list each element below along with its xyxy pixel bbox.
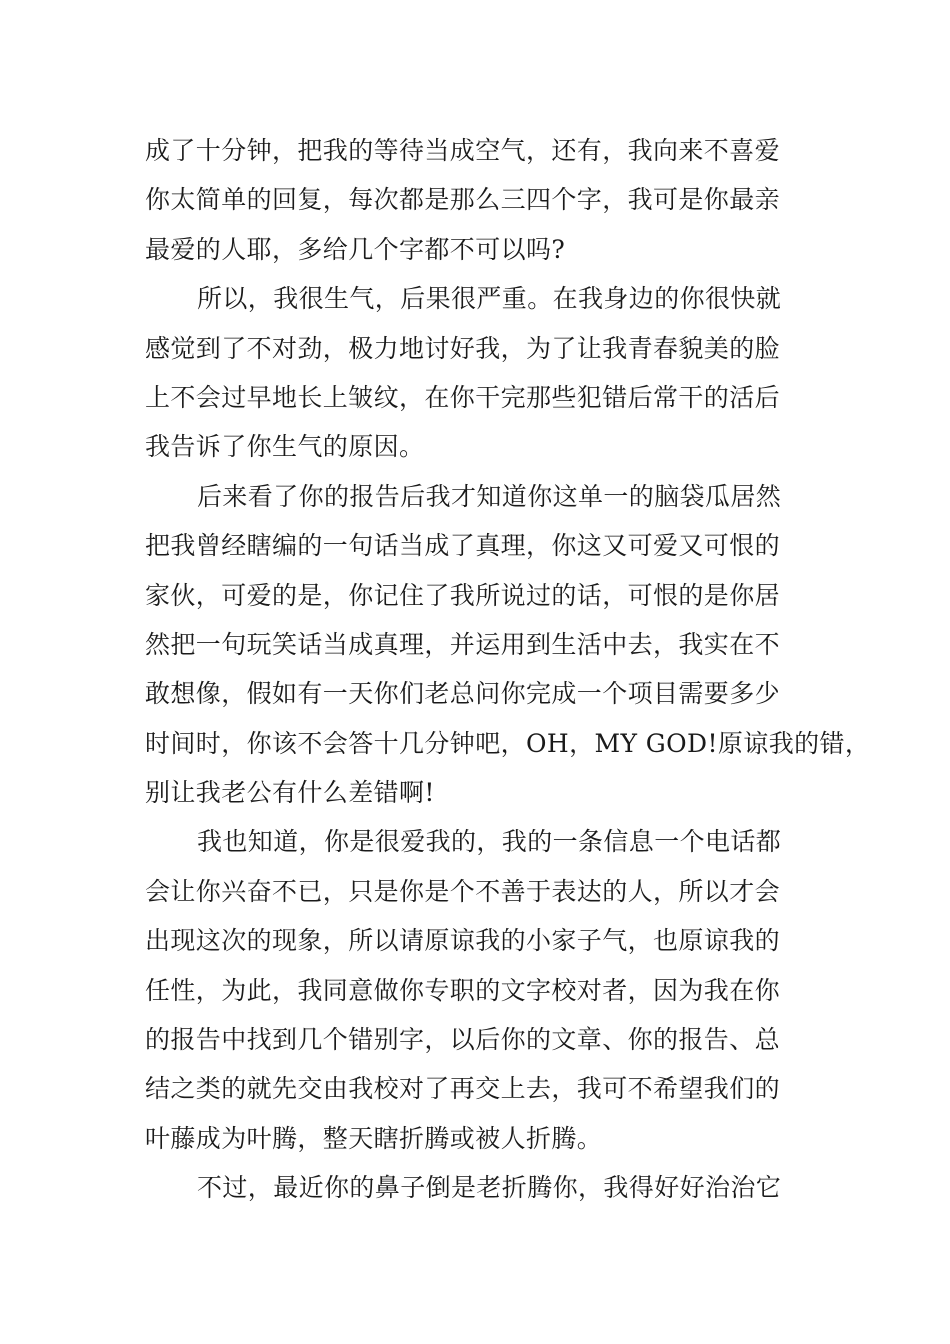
text-line: 叶藤成为叶腾，整天瞎折腾或被人折腾。 xyxy=(145,1123,603,1153)
text-line: 上不会过早地长上皱纹，在你干完那些犯错后常干的活后 xyxy=(145,382,781,412)
text-line: 我告诉了你生气的原因。 xyxy=(145,432,425,462)
text-line: 成了十分钟，把我的等待当成空气，还有，我向来不喜爱 xyxy=(145,136,781,165)
text-line: 感觉到了不对劲，极力地讨好我，为了让我青春貌美的脸 xyxy=(145,333,781,363)
text-line: 别让我老公有什么差错啊! xyxy=(145,778,435,808)
text-line: 你太简单的回复，每次都是那么三四个字，我可是你最亲 xyxy=(145,185,781,215)
text-line: 会让你兴奋不已，只是你是个不善于表达的人，所以才会 xyxy=(145,876,781,906)
paragraph-start-line: 后来看了你的报告后我才知道你这单一的脑袋瓜居然 xyxy=(197,481,782,511)
text-line: 把我曾经瞎编的一句话当成了真理，你这又可爱又可恨的 xyxy=(145,531,781,561)
text-line: 最爱的人耶，多给几个字都不可以吗? xyxy=(145,234,566,264)
text-line: 家伙，可爱的是，你记住了我所说过的话，可恨的是你居 xyxy=(145,580,781,610)
paragraph-start-line: 所以，我很生气，后果很严重。在我身边的你很快就 xyxy=(197,284,782,314)
text-line: 然把一句玩笑话当成真理，并运用到生活中去，我实在不 xyxy=(145,629,781,659)
text-line: 出现这次的现象，所以请原谅我的小家子气，也原谅我的 xyxy=(145,926,781,956)
paragraph-start-line: 我也知道，你是很爱我的，我的一条信息一个电话都 xyxy=(197,827,782,857)
text-line: 敢想像，假如有一天你们老总问你完成一个项目需要多少 xyxy=(145,679,781,709)
paragraph-start-line: 不过，最近你的鼻子倒是老折腾你，我得好好治治它 xyxy=(197,1173,782,1203)
body-text xyxy=(145,126,871,1213)
text-line: 结之类的就先交由我校对了再交上去，我可不希望我们的 xyxy=(145,1074,781,1104)
text-line: 的报告中找到几个错别字，以后你的文章、你的报告、总 xyxy=(145,1025,781,1055)
text-line: 任性，为此，我同意做你专职的文字校对者，因为我在你 xyxy=(145,975,781,1005)
text-line: 时间时，你该不会答十几分钟吧，OH，MY GOD!原谅我的错， xyxy=(145,728,871,758)
